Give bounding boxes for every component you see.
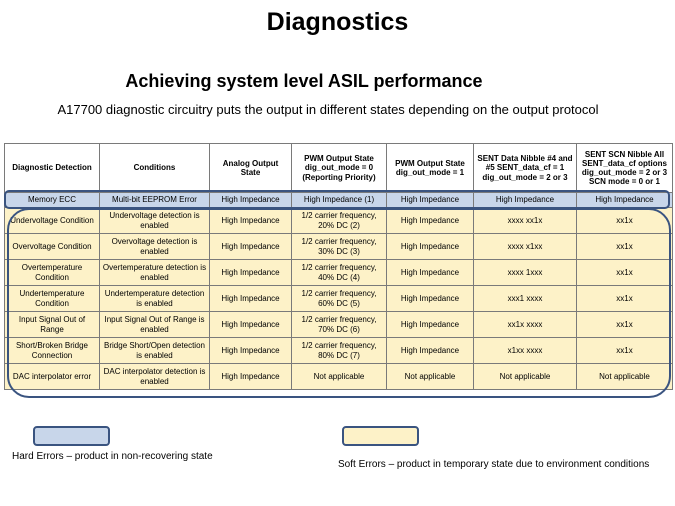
table-row bbox=[5, 286, 673, 312]
table-cell: DAC interpolator error bbox=[5, 364, 100, 390]
header-cell: PWM Output State dig_out_mode = 1 bbox=[387, 144, 474, 193]
table-cell: High Impedance bbox=[210, 260, 292, 286]
diagnostics-table bbox=[4, 143, 673, 390]
table-body bbox=[5, 193, 673, 390]
table-cell: Undervoltage detection is enabled bbox=[100, 208, 210, 234]
table-cell: 1/2 carrier frequency, 80% DC (7) bbox=[292, 338, 387, 364]
table-cell: Input Signal Out of Range bbox=[5, 312, 100, 338]
table-cell: x1xx xxxx bbox=[474, 338, 577, 364]
soft-error-legend-swatch bbox=[342, 426, 419, 446]
hard-error-legend-text: Hard Errors – product in non-recovering state bbox=[12, 451, 213, 462]
table-cell: xxxx 1xxx bbox=[474, 260, 577, 286]
table-cell: xx1x xxxx bbox=[474, 312, 577, 338]
table-cell: xx1x bbox=[577, 234, 673, 260]
table-row bbox=[5, 234, 673, 260]
table-cell: Input Signal Out of Range is enabled bbox=[100, 312, 210, 338]
table-cell: DAC interpolator detection is enabled bbox=[100, 364, 210, 390]
table-cell: xxxx x1xx bbox=[474, 234, 577, 260]
table-cell: 1/2 carrier frequency, 40% DC (4) bbox=[292, 260, 387, 286]
table-cell: High Impedance bbox=[210, 193, 292, 208]
table-cell: Overvoltage detection is enabled bbox=[100, 234, 210, 260]
table-cell: Overvoltage Condition bbox=[5, 234, 100, 260]
table-cell: Not applicable bbox=[387, 364, 474, 390]
table-row bbox=[5, 312, 673, 338]
table-cell: Short/Broken Bridge Connection bbox=[5, 338, 100, 364]
table-cell: High Impedance bbox=[474, 193, 577, 208]
table-cell: Not applicable bbox=[292, 364, 387, 390]
table-cell: 1/2 carrier frequency, 30% DC (3) bbox=[292, 234, 387, 260]
table-cell: Not applicable bbox=[577, 364, 673, 390]
header-cell: PWM Output State dig_out_mode = 0 (Reporting Priority) bbox=[292, 144, 387, 193]
header-cell: Analog Output State bbox=[210, 144, 292, 193]
table-cell: Undertemperature detection is enabled bbox=[100, 286, 210, 312]
table-cell: xx1x bbox=[577, 208, 673, 234]
header-cell: SENT SCN Nibble All SENT_data_cf options dig_out_mode = 2 or 3 SCN mode = 0 or 1 bbox=[577, 144, 673, 193]
table-cell: Overtemperature detection is enabled bbox=[100, 260, 210, 286]
table-cell: xxxx xx1x bbox=[474, 208, 577, 234]
table-cell: 1/2 carrier frequency, 60% DC (5) bbox=[292, 286, 387, 312]
table-cell: Bridge Short/Open detection is enabled bbox=[100, 338, 210, 364]
table-header-row bbox=[5, 144, 673, 193]
table-cell: High Impedance bbox=[210, 338, 292, 364]
table-cell: High Impedance bbox=[387, 234, 474, 260]
table-cell: High Impedance bbox=[210, 234, 292, 260]
table-cell: High Impedance bbox=[210, 208, 292, 234]
table-cell: High Impedance bbox=[577, 193, 673, 208]
table-row bbox=[5, 364, 673, 390]
header-cell: Conditions bbox=[100, 144, 210, 193]
table-cell: 1/2 carrier frequency, 20% DC (2) bbox=[292, 208, 387, 234]
header-cell: SENT Data Nibble #4 and #5 SENT_data_cf = 1 dig_out_mode = 2 or 3 bbox=[474, 144, 577, 193]
table-cell: High Impedance bbox=[387, 286, 474, 312]
table-cell: High Impedance (1) bbox=[292, 193, 387, 208]
table-cell: Undertemperature Condition bbox=[5, 286, 100, 312]
table-cell: High Impedance bbox=[210, 286, 292, 312]
table-cell: Multi-bit EEPROM Error bbox=[100, 193, 210, 208]
table-row bbox=[5, 260, 673, 286]
table-row bbox=[5, 338, 673, 364]
table-cell: Overtemperature Condition bbox=[5, 260, 100, 286]
table-cell: High Impedance bbox=[387, 338, 474, 364]
table-cell: Not applicable bbox=[474, 364, 577, 390]
table-cell: Memory ECC bbox=[5, 193, 100, 208]
table-cell: High Impedance bbox=[210, 312, 292, 338]
slide-title: Diagnostics bbox=[266, 8, 409, 36]
table-cell: xx1x bbox=[577, 312, 673, 338]
soft-error-legend-text: Soft Errors – product in temporary state due to environment conditions bbox=[338, 459, 650, 470]
slide-subtitle: Achieving system level ASIL performance bbox=[125, 71, 483, 91]
table-row bbox=[5, 193, 673, 208]
table-row bbox=[5, 208, 673, 234]
header-cell: Diagnostic Detection bbox=[5, 144, 100, 193]
table-cell: xx1x bbox=[577, 260, 673, 286]
table-cell: xxx1 xxxx bbox=[474, 286, 577, 312]
table-cell: High Impedance bbox=[387, 260, 474, 286]
hard-error-legend-swatch bbox=[33, 426, 110, 446]
table-cell: High Impedance bbox=[210, 364, 292, 390]
table-cell: High Impedance bbox=[387, 193, 474, 208]
table-cell: High Impedance bbox=[387, 312, 474, 338]
table-cell: Undervoltage Condition bbox=[5, 208, 100, 234]
table-cell: xx1x bbox=[577, 286, 673, 312]
table-cell: xx1x bbox=[577, 338, 673, 364]
table-cell: 1/2 carrier frequency, 70% DC (6) bbox=[292, 312, 387, 338]
intro-text: A17700 diagnostic circuitry puts the output in different states depending on the output protocol bbox=[57, 102, 599, 117]
table-cell: High Impedance bbox=[387, 208, 474, 234]
